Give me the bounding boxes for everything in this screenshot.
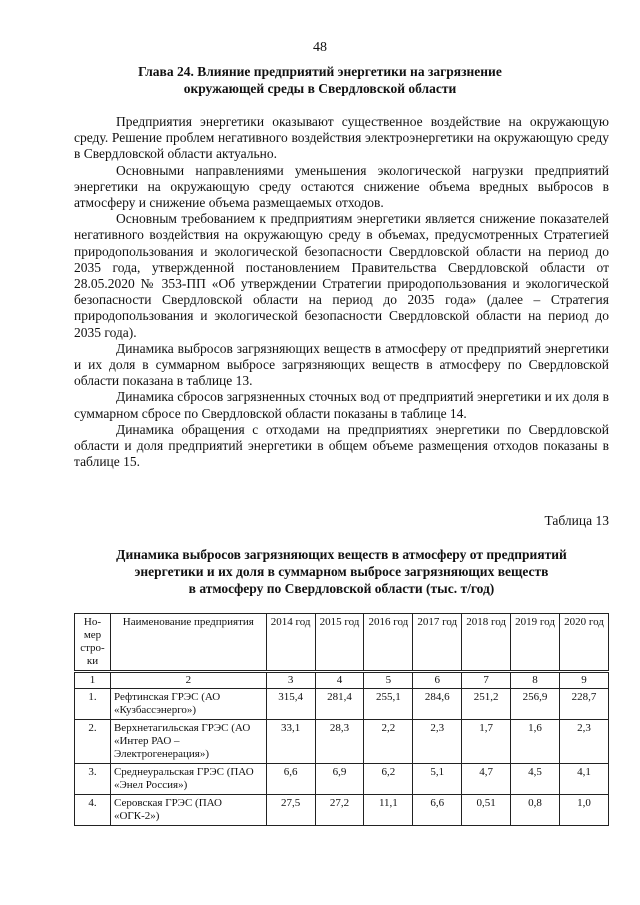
value-cell: 33,1	[266, 720, 315, 764]
row-number: 1.	[75, 689, 111, 720]
header-year: 2015 год	[315, 614, 364, 672]
value-cell: 2,2	[364, 720, 413, 764]
value-cell: 27,5	[266, 795, 315, 826]
column-number: 4	[315, 672, 364, 689]
column-number: 8	[511, 672, 560, 689]
column-number: 6	[413, 672, 462, 689]
value-cell: 11,1	[364, 795, 413, 826]
header-enterprise-name: Наименование предприятия	[110, 614, 266, 672]
header-row-number: Но-мер стро-ки	[75, 614, 111, 672]
column-number: 5	[364, 672, 413, 689]
row-number: 2.	[75, 720, 111, 764]
column-number-row	[75, 672, 609, 689]
chapter-title-line-1: Глава 24. Влияние предприятий энергетики на загрязнение	[138, 64, 502, 79]
paragraph: Предприятия энергетики оказывают существенное воздействие на окружающую среду. Решение проблем негативного воздействия электроэнергетики на окружающую среду в Свердловской области актуально.	[74, 114, 609, 162]
paragraph: Основным требованием к предприятиям энергетики является снижение показателей негативного воздействия на окружающую среду в объемах, предусмотренных Стратегией природопользования и экологической безопасности Свердловской области на период до 2035 года, утвержденной постановлением Правительства Свердловской области от 28.05.2020 № 353-ПП «Об утверждении Стратегии природопользования и экологической безопасности Свердловской области на период до 2035 года» (далее – Стратегия природопользования и экологической безопасности Свердловской области на период до 2035 года).	[74, 211, 609, 340]
chapter-title-line-2: окружающей среды в Свердловской области	[183, 81, 457, 96]
table-title-line-2: энергетики и их доля в суммарном выбросе загрязняющих веществ	[134, 564, 549, 579]
value-cell: 315,4	[266, 689, 315, 720]
value-cell: 6,6	[413, 795, 462, 826]
value-cell: 228,7	[560, 689, 609, 720]
table-title-line-3: в атмосферу по Свердловской области (тыс. т/год)	[188, 581, 495, 596]
header-year: 2016 год	[364, 614, 413, 672]
header-year: 2014 год	[266, 614, 315, 672]
table-title-line-1: Динамика выбросов загрязняющих веществ в атмосферу от предприятий	[116, 547, 567, 562]
value-cell: 6,6	[266, 764, 315, 795]
enterprise-name: Серовская ГРЭС (ПАО «ОГК-2»)	[110, 795, 266, 826]
value-cell: 27,2	[315, 795, 364, 826]
value-cell: 4,7	[462, 764, 511, 795]
table-title	[74, 546, 609, 597]
table-row	[75, 720, 609, 764]
enterprise-name: Среднеуральская ГРЭС (ПАО «Энел Россия»)	[110, 764, 266, 795]
emissions-table	[74, 613, 609, 826]
enterprise-name: Рефтинская ГРЭС (АО «Кузбассэнерго»)	[110, 689, 266, 720]
header-year: 2020 год	[560, 614, 609, 672]
column-number: 3	[266, 672, 315, 689]
column-number: 9	[560, 672, 609, 689]
value-cell: 2,3	[560, 720, 609, 764]
header-year: 2017 год	[413, 614, 462, 672]
column-number: 2	[110, 672, 266, 689]
value-cell: 4,1	[560, 764, 609, 795]
value-cell: 1,7	[462, 720, 511, 764]
body-text	[74, 114, 609, 470]
enterprise-name: Верхнетагильская ГРЭС (АО «Интер РАО – Электрогенерация»)	[110, 720, 266, 764]
column-number: 1	[75, 672, 111, 689]
paragraph: Динамика выбросов загрязняющих веществ в атмосферу от предприятий энергетики и их доля в суммарном выбросе загрязняющих веществ в атмосферу по Свердловской области показана в таблице 13.	[74, 340, 609, 389]
table-row	[75, 764, 609, 795]
header-year: 2019 год	[511, 614, 560, 672]
value-cell: 1,6	[511, 720, 560, 764]
page-number: 48	[313, 40, 327, 55]
value-cell: 2,3	[413, 720, 462, 764]
table-row	[75, 795, 609, 826]
value-cell: 0,8	[511, 795, 560, 826]
row-number: 4.	[75, 795, 111, 826]
value-cell: 251,2	[462, 689, 511, 720]
table-caption: Таблица 13	[544, 513, 609, 528]
value-cell: 281,4	[315, 689, 364, 720]
value-cell: 255,1	[364, 689, 413, 720]
value-cell: 5,1	[413, 764, 462, 795]
value-cell: 6,2	[364, 764, 413, 795]
paragraph: Динамика сбросов загрязненных сточных вод от предприятий энергетики и их доля в суммарном сбросе по Свердловской области показаны в таблице 14.	[74, 389, 609, 421]
column-number: 7	[462, 672, 511, 689]
value-cell: 256,9	[511, 689, 560, 720]
paragraph: Основными направлениями уменьшения экологической нагрузки предприятий энергетики на окружающую среду остаются снижение объема вредных выбросов в атмосферу и снижение объема размещаемых отходов.	[74, 162, 609, 211]
value-cell: 28,3	[315, 720, 364, 764]
chapter-title	[100, 63, 540, 97]
header-year: 2018 год	[462, 614, 511, 672]
row-number: 3.	[75, 764, 111, 795]
value-cell: 0,51	[462, 795, 511, 826]
table-header-row	[75, 614, 609, 672]
value-cell: 284,6	[413, 689, 462, 720]
value-cell: 6,9	[315, 764, 364, 795]
value-cell: 1,0	[560, 795, 609, 826]
table-row	[75, 689, 609, 720]
paragraph: Динамика обращения с отходами на предприятиях энергетики по Свердловской области и доля предприятий энергетики в общем объеме размещения отходов показаны в таблице 15.	[74, 421, 609, 470]
value-cell: 4,5	[511, 764, 560, 795]
